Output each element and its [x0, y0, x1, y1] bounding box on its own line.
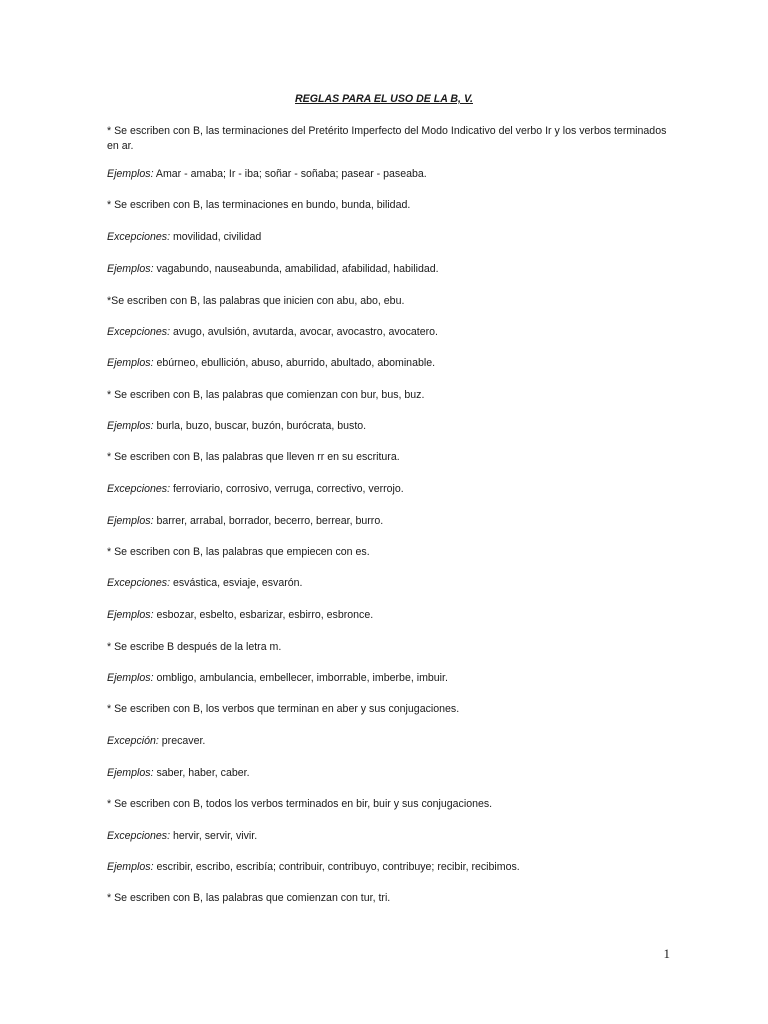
paragraph-text: precaver. [158, 735, 206, 747]
labeled-paragraph [107, 860, 667, 875]
paragraph-text: ebúrneo, ebullición, abuso, aburrido, abultado, abominable. [153, 357, 436, 369]
labeled-paragraph [107, 262, 667, 277]
labeled-paragraph [107, 167, 667, 182]
page-title: REGLAS PARA EL USO DE LA B, V. [295, 93, 473, 105]
paragraph-text: ferroviario, corrosivo, verruga, correctivo, verrojo. [170, 483, 404, 495]
paragraph-text: vagabundo, nauseabunda, amabilidad, afabilidad, habilidad. [153, 263, 439, 275]
labeled-paragraph [107, 829, 667, 844]
paragraph-label: Excepciones: [107, 326, 171, 338]
paragraph-label: Ejemplos: [107, 420, 154, 432]
paragraph-text: escribir, escribo, escribía; contribuir, contribuyo, contribuye; recibir, recibimos. [153, 861, 520, 873]
paragraph-label: Excepción: [107, 735, 159, 747]
rule-paragraph: * Se escriben con B, las terminaciones del Pretérito Imperfecto del Modo Indicativo del verbo Ir y los verbos terminados en ar. [107, 125, 667, 152]
labeled-paragraph [107, 230, 667, 245]
paragraph-label: Ejemplos: [107, 263, 154, 275]
paragraph-text: avugo, avulsión, avutarda, avocar, avocastro, avocatero. [170, 326, 438, 338]
labeled-paragraph [107, 766, 667, 781]
page-number: 1 [663, 946, 670, 961]
paragraph-label: Ejemplos: [107, 357, 154, 369]
rule-paragraph: * Se escriben con B, las palabras que empiecen con es. [107, 546, 370, 558]
paragraph-label: Ejemplos: [107, 609, 154, 621]
rule-paragraph: * Se escriben con B, las palabras que comienzan con tur, tri. [107, 892, 391, 904]
rule-paragraph: * Se escriben con B, las palabras que comienzan con bur, bus, buz. [107, 389, 425, 401]
paragraph-label: Ejemplos: [107, 515, 154, 527]
labeled-paragraph [107, 356, 667, 371]
labeled-paragraph [107, 734, 667, 749]
paragraph-text: movilidad, civilidad [170, 231, 262, 243]
paragraph-text: esbozar, esbelto, esbarizar, esbirro, esbronce. [153, 609, 374, 621]
paragraph-text: Amar - amaba; Ir - iba; soñar - soñaba; pasear - paseaba. [153, 168, 427, 180]
labeled-paragraph [107, 419, 667, 434]
paragraph-label: Ejemplos: [107, 672, 154, 684]
paragraph-text: saber, haber, caber. [153, 767, 250, 779]
paragraph-text: esvástica, esviaje, esvarón. [170, 577, 303, 589]
paragraph-text: ombligo, ambulancia, embellecer, imborrable, imberbe, imbuir. [153, 672, 448, 684]
paragraph-label: Ejemplos: [107, 767, 154, 779]
paragraph-text: barrer, arrabal, borrador, becerro, berrear, burro. [153, 515, 384, 527]
labeled-paragraph [107, 608, 667, 623]
paragraph-label: Ejemplos: [107, 861, 154, 873]
rule-paragraph: * Se escriben con B, las palabras que lleven rr en su escritura. [107, 451, 400, 463]
labeled-paragraph [107, 576, 667, 591]
rule-paragraph: *Se escriben con B, las palabras que inicien con abu, abo, ebu. [107, 295, 405, 307]
rule-paragraph: * Se escriben con B, los verbos que terminan en aber y sus conjugaciones. [107, 703, 460, 715]
paragraph-label: Excepciones: [107, 830, 171, 842]
rule-paragraph: * Se escribe B después de la letra m. [107, 641, 282, 653]
paragraph-label: Excepciones: [107, 577, 171, 589]
labeled-paragraph [107, 514, 667, 529]
paragraph-label: Excepciones: [107, 483, 171, 495]
paragraph-label: Excepciones: [107, 231, 171, 243]
rule-paragraph: * Se escriben con B, todos los verbos terminados en bir, buir y sus conjugaciones. [107, 798, 493, 810]
labeled-paragraph [107, 482, 667, 497]
labeled-paragraph [107, 325, 667, 340]
rule-paragraph: * Se escriben con B, las terminaciones en bundo, bunda, bilidad. [107, 199, 411, 211]
paragraph-text: hervir, servir, vivir. [170, 830, 258, 842]
labeled-paragraph [107, 671, 667, 686]
paragraph-text: burla, buzo, buscar, buzón, burócrata, busto. [153, 420, 367, 432]
paragraph-label: Ejemplos: [107, 168, 154, 180]
